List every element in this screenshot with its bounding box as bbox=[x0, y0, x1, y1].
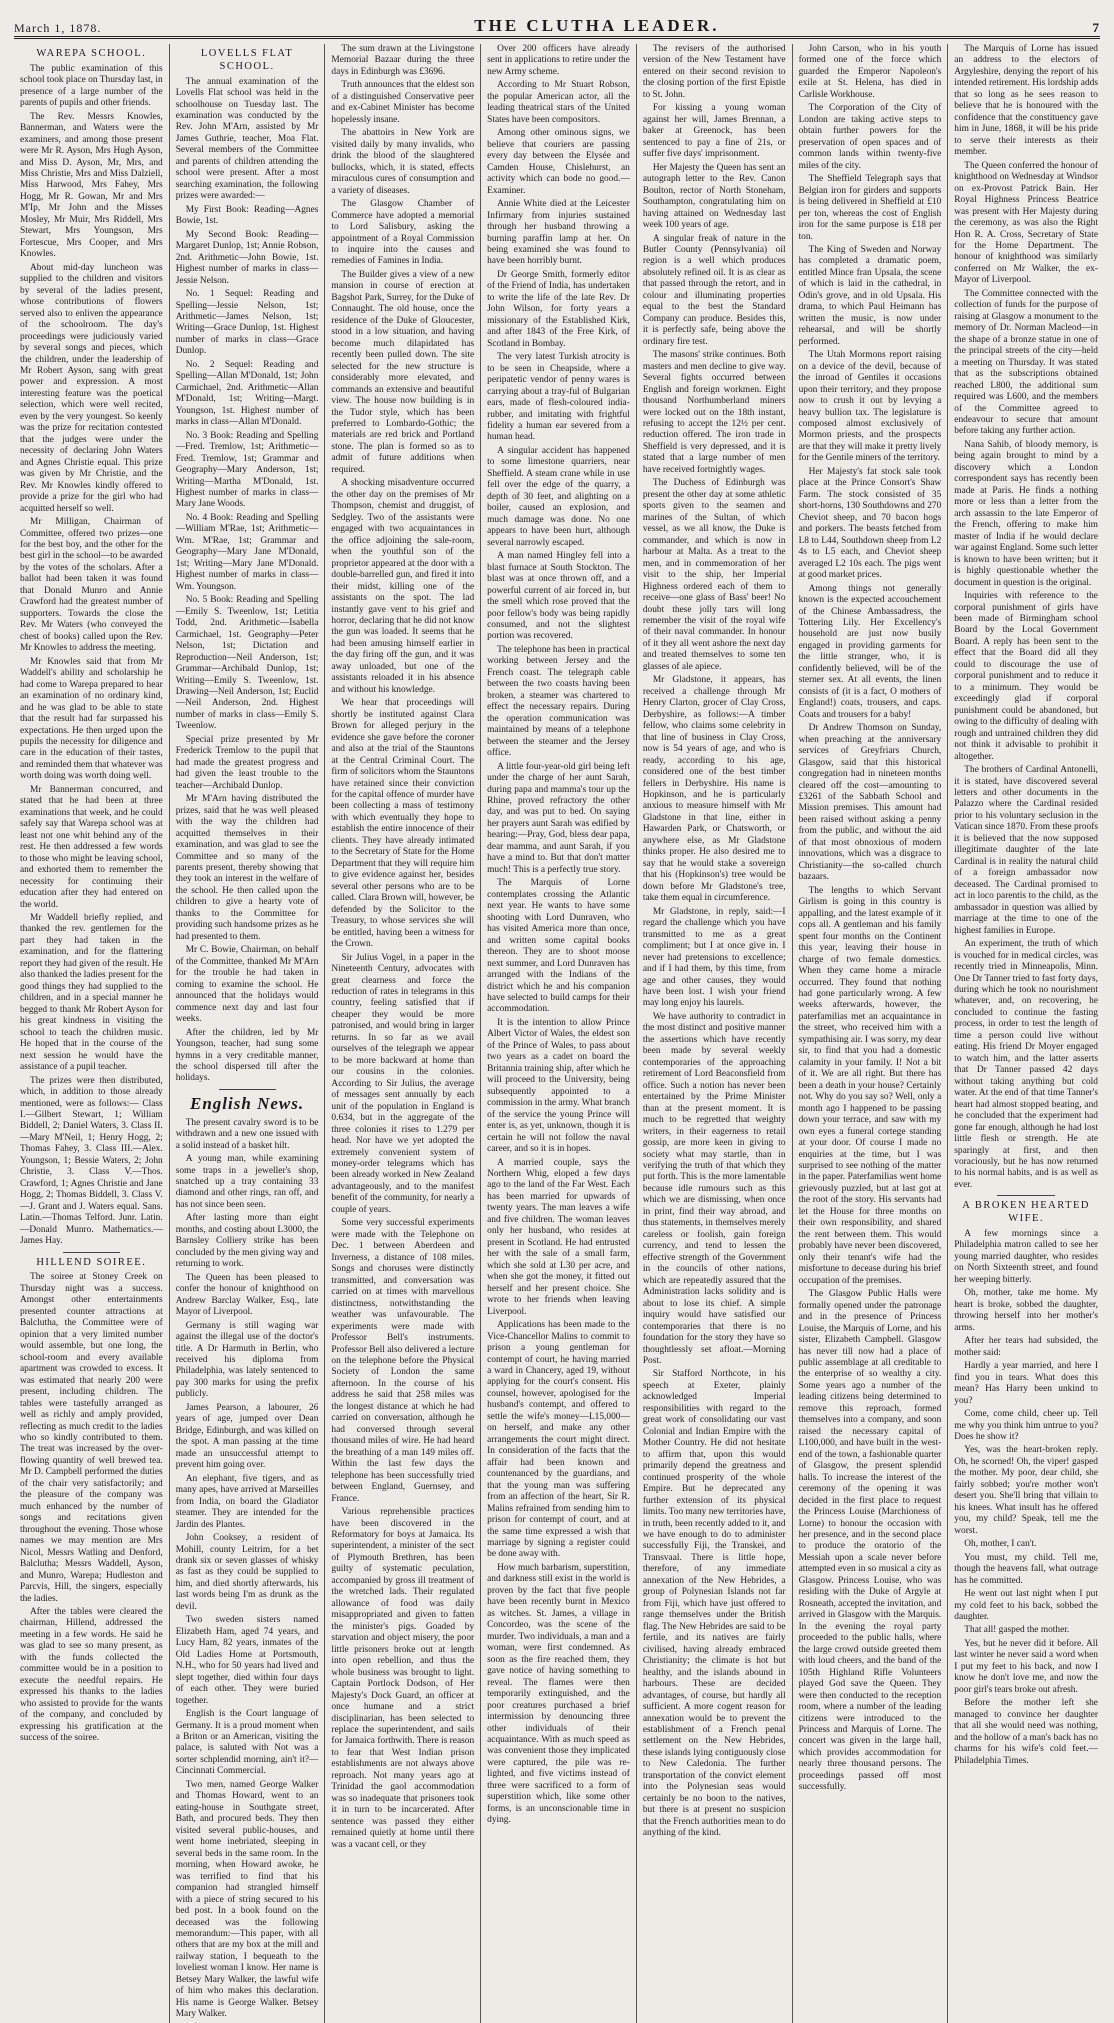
column-3 bbox=[325, 44, 481, 2023]
article-paragraph: John Cooksey, a resident of Mohill, county Leitrim, for a bet drank six or seven glasses of whisky as fast as they could be supplied to him, and died shortly afterwards, his last words being I'm as drunk as the devil. bbox=[175, 1533, 319, 1612]
article-paragraph: The Sheffield Telegraph says that Belgian iron for girders and supports is being delivered in Sheffield at £10 per ton, whereas the cost of English iron for the same purpose is £18 per ton. bbox=[798, 174, 942, 242]
article-paragraph: Two sweden sisters named Elizabeth Ham, aged 74 years, and Lucy Ham, 82 years, inmates of the Old Ladies Home at Portsmouth, N.H., who for 50 years had lived and slept together, died within four days of each other. They were buried together. bbox=[175, 1615, 319, 1706]
article-paragraph: The prizes were then distributed, which, in addition to those already mentioned, were as follows:— Class I.—Gilbert Stewart, 1; William Biddell, 2; Daniel Waters, 3. Class II.—Mary M'Neil, 1; Henry Hogg, 2; Thomas Fahey, 3. Class III.—Alex. Youngson, 1; Bessie Waters, 2; John Christie, 3. Class V.—Thos. Crawford, 1; Agnes Christie and Jane Hogg, 2; Thomas Biddell, 3. Class V.—J. Grant and J. Waters equal. Sans. Latin.—Thomas Telford. Junr. Latin.—Donald Munro. Mathematics.—James Hay. bbox=[20, 1075, 163, 1247]
article-paragraph: An elephant, five tigers, and as many apes, have arrived at Marseilles from India, on board the Gladiator steamer. They are intended for the Jardin des Plantes. bbox=[175, 1473, 319, 1530]
article-paragraph: Applications has been made to the Vice-Chancellor Malins to commit to prison a young gentleman for contempt of court, he having married a ward in Chancery, aged 19, without applying for the court's consent. His counsel, however, apologised for the husband's contempt, and offered to settle the wife's money—L15,000—on herself, and make any other arrangements the court might direct. In consideration of the facts that the affair had been known and countenanced by the guardians, and that the young man was suffering from an affection of the heart, Sir R. Malins refrained from sending him to prison for contempt of court, and at the same time expressed a wish that marriage by signing a register could be done away with. bbox=[487, 1320, 630, 1560]
article-paragraph: The King of Sweden and Norway has completed a dramatic poem, entitled Mince fran Upsala, the scene of which is laid in the cathedral, in Odin's grove, and in old Upsala. His drama, to which Paul Heimann has written the music, is now under rehearsal, and will be shortly performed. bbox=[798, 244, 942, 347]
article-paragraph: After the tables were cleared the chairman, Hillend, addressed the meeting in a few words. He said he was glad to see so many present, as with the funds collected the committee would be in a position to execute the needful repairs. He expressed his thanks to the ladies who assisted to provide for the wants of the company, and concluded by expressing his gratification at the success of the soiree. bbox=[20, 1607, 163, 1744]
article-paragraph: The annual examination of the Lovells Flat school was held in the schoolhouse on Tuesday last. The examination was conducted by the Rev. John M'Arn, assisted by Mr James Guthrie, teacher, Moa Flat. Several members of the Committee and parents of children attending the school were present. After a most searching examination, the following prizes were awarded:— bbox=[175, 76, 319, 202]
article-paragraph: Mr Milligan, Chairman of Committee, offered two prizes—one for the best boy, and the other for the best girl in the school—to be awarded by the votes of the scholars. After a ballot had been taken it was found that Donald Munro and Annie Crawford had the greatest number of supporters. Towards the close the Rev. Mr Waters (who conveyed the chest of books) called upon the Rev. Mr Knowles to address the meeting. bbox=[20, 517, 163, 654]
article-paragraph: For kissing a young woman against her will, James Brennan, a baker at Greenock, has been sentenced to pay a fine of 21s, or suffer five days' imprisonment. bbox=[642, 103, 786, 160]
article-paragraph: Nana Sahib, of bloody memory, is being again brought to mind by a discovery which a London correspondent says has recently been made at Paris. He finds a nothing more or less than a letter from the arch assassin to the late Emperor of the French, offering to make him master of India if he would declare war against England. Some such letter is known to have been written; but it is highly questionable whether the document in question is the original. bbox=[954, 439, 1098, 588]
article-paragraph: Mr M'Arn having distributed the prizes, said that he was well pleased with the way the children had acquitted themselves in their examination, and was glad to see the Committee and so many of the parents present, thereby showing that they took an interest in the welfare of the school. He then called upon the children to give a hearty vote of thanks to the Committee for providing such handsome prizes as he had presented to them. bbox=[175, 794, 319, 942]
article-paragraph: After her tears had subsided, the mother said: bbox=[954, 1336, 1098, 1358]
article-paragraph: James Pearson, a labourer, 26 years of age, jumped over Dean Bridge, Edinburgh, and was killed on the spot. A man passing at the time made an unsuccessful attempt to prevent him going over. bbox=[175, 1402, 319, 1471]
article-paragraph: A little four-year-old girl being left under the charge of her aunt Sarah, during papa and mamma's tour up the Rhine, proved refractory the other day, and was put to bed. On saying her prayers aunt Sarah was edified by hearing:—Pray, God, bless dear papa, dear mamma, and aunt Sarah, if you have a mind to. But that don't matter much! This is a perfectly true story. bbox=[487, 761, 630, 875]
article-paragraph: Hardly a year married, and here I find you in tears. What does this mean? Has Harry been unkind to you? bbox=[954, 1361, 1098, 1406]
article-paragraph: The Glasgow Chamber of Commerce have adopted a memorial to Lord Salisbury, asking the appointment of a Royal Commission to inquire into the causes and remedies of Famines in India. bbox=[331, 199, 475, 267]
article-paragraph: English is the Court language of Germany. It is a proud moment when a Briton or an American, visiting the palace, is saluted with Not was a sorter schplendid morning, ain't it?—Cincinnati Commercial. bbox=[175, 1709, 319, 1777]
article-paragraph: The Marquis of Lorne has issued an address to the electors of Argyleshire, denying the report of his intended retirement. His lordship adds that so long as he sees reason to believe that he is honoured with the confidence that the constituency gave him in June, 1868, it will be his pride to serve their interests as their member. bbox=[954, 44, 1098, 158]
masthead bbox=[14, 14, 1100, 39]
column-4 bbox=[481, 44, 637, 2023]
article-paragraph: Her Majesty's fat stock sale took place at the Prince Consort's Shaw Farm. The stock consisted of 35 short-horns, 130 Southdowns and 270 Cheviot sheep, and 70 bacon hogs and porkers. The beasts fetched from L8 to L44, Southdown sheep from L2 4s to L5 each, and Cheviot sheep averaged L2 10s each. The pigs went at good market prices. bbox=[798, 466, 942, 581]
newspaper-title: THE CLUTHA LEADER. bbox=[474, 16, 720, 35]
article-paragraph: Mr Waddell briefly replied, and thanked the rev. gentlemen for the part they had taken in the examination, and for the flattering report they had given of the result. He also thanked the ladies present for the good things they had supplied to the children, and in a special manner he begged to thank Mr Robert Ayson for his great kindness in visiting the school to teach the children music. He hoped that in the course of the next session he would have the assistance of a pupil teacher. bbox=[20, 913, 163, 1073]
article-paragraph: How much barbarism, superstition, and darkness still exist in the world is proven by the fact that five people have been recently burnt in Mexico as witches. St. James, a village in Concordeo, was the scene of the murder. Two individuals, a man and a woman, were first condemned. As soon as the fire reached them, they gave notice of having something to reveal. The flames were then temporarily extinguished, and the poor creatures purchased a brief intermission by denouncing three other individuals of their acquaintance. With as much speed as was convenient those they implicated were captured, the pile was re-lighted, and five victims instead of three were sacrificed to a form of superstition which, like some other forms, is an unconscionable time in dying. bbox=[487, 1562, 630, 1826]
article-paragraph: The Committee connected with the collection of funds for the purpose of raising at Glasgow a monument to the memory of Dr. Norman Macleod—in the shape of a bronze statue in one of the principal streets of the city—held a meeting on Thursday. It was stated that as the subscriptions obtained reached L800, the additional sum required was L600, and the members of the Committee agreed to endeavour to secure that amount before taking any further action. bbox=[954, 288, 1098, 437]
article-paragraph: He went out last night when I put my cold feet to his back, sobbed the daughter. bbox=[954, 1589, 1098, 1622]
article-paragraph: Mr Gladstone, it appears, has received a challenge through Mr Henry Clarton, grocer of Clay Cross, Derbyshire, as follows:—A timber fellow, who claims some celebrity in that line of business in Clay Cross, now is 54 years of age, and who is ready, according to his age, considered one of the best timber fellers in Derbyshire. His name is Hopkinson, and he is particularly anxious to measure himself with Mr Gladstone in that line, either in Hawarden Park, or Chatsworth, or anywhere else, as Mr Gladstone thinks proper. He also desired me to say that he would stake a sovereign that his (Hopkinson's) tree would be down before Mr Gladstone's tree, take them equal in circumference. bbox=[642, 675, 786, 904]
section-rule bbox=[997, 1195, 1054, 1196]
article-paragraph: The Rev. Messrs Knowles, Bannerman, and Waters were the examiners, and among those present were Mr R. Ayson, Mrs Hugh Ayson, and Miss D. Ayson, Mr, Mrs, and Miss Christie, Mrs and Miss Dalziell, Miss Harwood, Mrs Fahey, Mrs Hogg, Mr R. Gowan, Mr and Mrs M'Ip, Mr John and the Misses Mosley, Mr Muir, Mrs Riddell, Mrs Stewart, Mrs Youngson, Mrs Fortescue, Mrs Cooper, and Mrs Knowles. bbox=[20, 111, 163, 260]
article-paragraph: The masons' strike continues. Both masters and men decline to give way. Several fights occurred between English and foreign workmen. Eight thousand Northumberland miners were locked out on the 18th instant, refusing to accept the 12½ per cent. reduction offered. The iron trade in Sheffield is very depressed, and it is stated that a large number of men have received fortnightly wages. bbox=[642, 350, 786, 475]
article-paragraph: The brothers of Cardinal Antonelli, it is stated, have discovered several letters and other documents in the Palazzo where the Cardinal resided prior to his voluntary seclusion in the Vatican since 1870. From these proofs it is believed that the now supposed illegitimate daughter of the late Cardinal is in reality the natural child of a foreign ambassador now deceased. The Cardinal promised to act in loco parentis to the child, as the ambassador in question was allied by marriage at the time to one of the highest families in Europe. bbox=[954, 765, 1098, 936]
article-paragraph: A few mornings since a Philadelphia matron called to see her young married daughter, who resides on North Sixteenth street, and found her weeping bitterly. bbox=[954, 1229, 1098, 1285]
article-paragraph: A married couple, says the Northern Whig, eloped a few days ago to the land of the Far West. Each has been married for upwards of twenty years. The man leaves a wife and five children. The woman leaves only her husband, who resides at present in Scotland. He had entrusted her with the sale of a small farm, which she sold at L30 per acre, and when she got the money, it fitted out herself and her present choice. She wrote to her friends when leaving Liverpool. bbox=[487, 1157, 630, 1317]
article-paragraph: No. 1 Sequel: Reading and Spelling—Jessie Nelson, 1st; Arithmetic—James Nelson, 1st; Writing—Grace Dunlop, 1st. Highest number of marks in class—Grace Dunlop. bbox=[175, 289, 319, 357]
column-6 bbox=[793, 44, 949, 2023]
article-paragraph: According to Mr Stuart Robson, the popular American actor, all the leading theatrical stars of the United States have been compositors. bbox=[487, 80, 630, 125]
article-paragraph: The revisers of the authorised version of the New Testament have entered on their second revision to the closing portion of the first Epistle to St. John. bbox=[642, 44, 786, 100]
article-paragraph: It is the intention to allow Prince Albert Victor of Wales, the eldest son of the Prince of Wales, to pass about two years as a cadet on board the Britannia training ship, after which he will proceed to the University, being subsequently appointed to a commission in the army. What branch of the service the young Prince will enter is, as yet, unknown, though it is certain he will not follow the naval career, and so it is in hopes. bbox=[487, 1017, 630, 1155]
article-paragraph: We hear that proceedings will shortly be instituted against Clara Brown for alleged perjury in the evidence she gave before the coroner and also at the trial of the Stauntons at the Central Criminal Court. The firm of solicitors whom the Stauntons have retained since their conviction for the capital offence of murder have been collecting a mass of testimony with which eventually they hope to establish the entire innocence of their clients. They have already intimated to the Secretary of State for the Home Department that they will require him to give evidence against her, besides several other persons who are to be called. Clara Brown will, however, be defended by the Solicitor to the Treasury, to whose services she will be entitled, having been a witness for the Crown. bbox=[331, 698, 475, 950]
columns bbox=[14, 44, 1104, 2020]
article-paragraph: Yes, but he never did it before. All last winter he never said a word when I put my feet to his back, and now I know he don't love me, and now the poor girl's tears broke out afresh. bbox=[954, 1638, 1098, 1695]
article-paragraph: No. 2 Sequel: Reading and Spelling—Allan M'Donald, 1st; John Carmichael, 2nd. Arithmetic—Allan M'Donald, 1st; Writing—Margt. Youngson, 1st. Highest number of marks in class—Allan M'Donald. bbox=[175, 359, 319, 428]
article-paragraph: The present cavalry sword is to be withdrawn and a new one issued with a solid instead of a basket hilt. bbox=[175, 1117, 319, 1151]
article-paragraph: The abattoirs in New York are visited daily by many invalids, who drink the blood of the slaughtered bullocks, which, it is stated, effects miraculous cures of consumption and a variety of diseases. bbox=[331, 128, 475, 196]
article-paragraph: A singular freak of nature in the Butler County (Pennsylvania) oil region is a well which produces absolutely refined oil. It is as clear as that passed through the retort, and in colour and illuminating properties equal to the best the Standard Company can produce. Besides this, it is perfectly safe, being above the ordinary fire test. bbox=[642, 233, 786, 347]
article-paragraph: Dr George Smith, formerly editor of the Friend of India, has undertaken to write the life of the late Rev. Dr John Wilson, for forty years a missionary of the Established Kirk, and after 1843 of the Free Kirk, of Scotland in Bombay. bbox=[487, 269, 630, 349]
article-paragraph: A young man, while examining some traps in a jeweller's shop, snatched up a tray containing 33 diamond and other rings, ran off, and has not since been seen. bbox=[175, 1154, 319, 1210]
article-paragraph: Inquiries with reference to the corporal punishment of girls have been made of Birmingham school Board by the Local Government Board. A reply has been sent to the effect that the Board did all they could to discourage the use of corporal punishment and to reduce it to a minimum. They would be exceedingly glad if corporal punishment could be abandoned, but owing to the difficulty of dealing with rough and untrained children they did not think it advisable to prohibit it altogether. bbox=[954, 591, 1098, 762]
article-paragraph: After lasting more than eight months, and costing about L3000, the Barnsley Colliery strike has been concluded by the men giving way and returning to work. bbox=[175, 1213, 319, 1270]
article-paragraph: We have authority to contradict in the most distinct and positive manner the assertions which have recently been made by several weekly contemporaries of the approaching retirement of Lord Beaconsfield from office. Such a notion has never been entertained by the Prime Minister than at the present moment. It is much to be regretted that weighty writers, in their eagerness to retail gossip, are more keen in giving to society what may startle, than in verifying the truth of that which they put forth. This is the more lamentable because idle rumours such as this which we are dismissing, when once in print, find their way abroad, and thus statements, in themselves merely careless or foolish, gain foreign currency, and tend to lessen the effective strength of the Government in the councils of other nations, which are repeatedly assured that the Administration lacks solidity and is about to lose its chief. A simple inquiry would have satisfied our contemporaries that there is no foundation for the story they have so thoughtlessly set afloat.—Morning Post. bbox=[642, 1011, 786, 1366]
article-paragraph: Sir Julius Vogel, in a paper in the Nineteenth Century, advocates with great clearness and force the reduction of rates in telegrams in this country, feeling satisfied that if cheaper they would be more patronised, and would bring in larger returns. In so far as we avail ourselves of the telegraph we appear to be more backward at home than our cousins in the colonies. According to Sir Julius, the average of messages sent annually by each unit of the population in England is 0.634, but in the aggregate of the three colonies it rises to 1.279 per head. Nor have we yet adopted the extremely convenient system of money-order telegrams which has been already worked in New Zealand advantageously, and to the manifest benefit of the community, for nearly a couple of years. bbox=[331, 952, 475, 1215]
article-paragraph: The Builder gives a view of a new mansion in course of erection at Bagshot Park, Surrey, for the Duke of Connaught. The old house, once the residence of the Duke of Gloucester, stood in a low situation, and having become much dilapidated has recently been pulled down. The site selected for the new structure is considerably more elevated, and commands an extensive and beautiful view. The house now building is in the Tudor style, which has been preferred to Lombardo-Gothic; the materials are red brick and Portland stone. The plan is formed so as to admit of future additions when required. bbox=[331, 269, 475, 475]
article-paragraph: Her Majesty the Queen has sent an autograph letter to the Rev. Canon Boulton, rector of North Stoneham, Southampton, congratulating him on having attained on Wednesday last week 100 years of age. bbox=[642, 162, 786, 231]
article-paragraph: The Duchess of Edinburgh was present the other day at some athletic sports given to the seamen and marines of the Sultan, of which vessel, as we all know, the Duke is commander, and which is now in harbour at Malta. As a treat to the men, and in commemoration of her visit to the ship, her Imperial Highness ordered each of them to receive—one glass of Bass' beer! No doubt these jolly tars will long remember the visit of the royal wife of their naval commander. In honour of it they all went ashore the next day and treated themselves to some ten glasses of ale apiece. bbox=[642, 478, 786, 672]
article-paragraph: Among other ominous signs, we believe that couriers are passing every day between the Elysée and Camden House, Chislehurst, an activity which can bode no good.—Examiner. bbox=[487, 128, 630, 196]
article-paragraph: The soiree at Stoney Creek on Thursday night was a success. Amongst other entertainments presented counter attractions at Balclutha, the Committee were of opinion that a very limited number would assemble, but one long, the school-room and every available apartment was crowded to excess. It was estimated that nearly 200 were present, including children. The tables were tastefully arranged as well as richly and amply provided, reflecting as much credit to the ladies who so kindly contributed to them. The treat was increased by the over-flowing quantity of well brewed tea. Mr D. Campbell performed the duties of the chair very satisfactorily; and the pleasure of the company was much enhanced by the number of songs and recitations given throughout the evening. Those whose names we may mention are Mrs Nicol, Messrs Watling and Denford, Balclutha; Messrs Waddell, Ayson, and Munro, Warepa; Hudleston and Parcvis, Hill, the singers, especially the ladies. bbox=[20, 1272, 163, 1604]
article-paragraph: A shocking misadventure occurred the other day on the premises of Mr Thompson, chemist and druggist, of Sedgley. Two of the assistants were engaged with two acquaintances in the office adjoining the sale-room, when the youthful son of the proprietor appeared at the door with a double-barrelled gun, and fired it into their midst, killing one of the assistants on the spot. The lad instantly gave vent to his grief and horror, declaring that he did not know the gun was loaded. It seems that he had been amusing himself earlier in the day firing off the gun, and it was away unloaded, but one of the assistants reloaded it in his absence and without his knowledge. bbox=[331, 478, 475, 695]
article-paragraph: Before the mother left she managed to convince her daughter that all she would need was nothing, and the hollow of a man's back has no charms for his wife's cold feet.—Philadelphia Times. bbox=[954, 1698, 1098, 1766]
article-heading: LOVELLS FLAT SCHOOL. bbox=[200, 48, 294, 72]
article-paragraph: Sir Stafford Northcote, in his speech at Exeter, plainly acknowledged Imperial responsibilities with regard to the great work of consolidating our vast Colonial and Indian Empire with the Mother Country. He did not hesitate to affirm that, upon this would primarily depend the greatness and continued prosperity of the whole Empire. But he deprecated any further extension of its physical limits. Too many new territories have, in truth, been recently added to it, and we have enough to do to administer successfully Fiji, the Transkei, and Transvaal. There is little hope, therefore, of any immediate annexation of the New Hebrides, a group of Polynesian Islands not far from Fiji, which have just offered to range themselves under the British flag. The New Hebrides are said to be fertile, and its natives are fairly civilised, having already embraced Christianity; the climate is hot but healthy, and the islands abound in harbours. These are decided advantages, of course, but hardly all sufficient. A more cogent reason for annexation would be to prevent the establishment of a French penal settlement on the New Hebrides, these islands lying contiguously close to New Caledonia. The further transportation of the convict element into the Polynesian seas would certainly be no boon to the natives, but there is at present no suspicion that the French authorities mean to do anything of the kind. bbox=[642, 1369, 786, 1839]
article-paragraph: The Queen conferred the honour of knighthood on Wednesday at Windsor on ex-Provost Patrick Bain. Her Royal Highness Princess Beatrice was present with Her Majesty during the ceremony, as was also the Right Hon R. A. Cross, Secretary of State for the Home Department. The honour of knighthood was similarly conferred on Mr Walker, the ex-Mayor of Liverpool. bbox=[954, 160, 1098, 286]
column-5 bbox=[637, 44, 793, 2023]
article-paragraph: The lengths to which Servant Girlism is going in this country is appalling, and the latest example of it cops all. A gentleman and his family spent four months on the Continent this year, leaving their house in charge of two female domestics. When they came home a miracle occurred. They found that nothing had gone particularly wrong. A few weeks afterwards, however, the paterfamilias met an acquaintance in the street, who received him with a sympathising air. I was sorry, my dear sir, to find that you had a domestic calamity in your family. I! Not a bit of it. We are all right. But there has been a death in your house? Certainly not. Why do you say so? Well, only a month ago I happened to be passing down your terrace, and saw with my own eyes a funeral cortege standing at your door. Of course I made no enquiries at the time, but I was surprised to see nothing of the matter in the paper. Paterfamilias went home grievously puzzled, but at last got at the root of the story. His servants had let the House for three months on their own responsibility, and shared the rent between them. This would probably have never been discovered, only their tenant's wife had the misfortune to decease during his brief occupation of the premises. bbox=[798, 885, 942, 1286]
article-paragraph: Truth announces that the eldest son of a distinguished Conservative peer and ex-Cabinet Minister has become hopelessly insane. bbox=[331, 80, 475, 125]
article-paragraph: Oh, mother, take me home. My heart is broke, sobbed the daughter, throwing herself into her mother's arms. bbox=[954, 1288, 1098, 1333]
article-paragraph: No. 5 Book: Reading and Spelling—Emily S. Tweenlow, 1st; Letitia Todd, 2nd. Arithmetic—Isabella Carmichael, 1st. Geography—Peter Nelson, 1st; Dictation and Reproduction—Neil Anderson, 1st; Grammar—Archibald Dunlop, 1st; Writing—Emily S. Tweenlow, 1st. Drawing—Neil Anderson, 1st; Euclid—Neil Anderson, 2nd. Highest number of marks in class—Emily S. Tweenlow. bbox=[175, 595, 319, 732]
article-paragraph: John Carson, who in his youth formed one of the force which guarded the Emperor Napoleon's exile at St. Helena, has died in Carlisle Workhouse. bbox=[798, 44, 942, 100]
article-paragraph: Mr Knowles said that from Mr Waddell's ability and scholarship he had come to Warepa prepared to hear an examination of no ordinary kind, and he was glad to be able to state that the result had far surpassed his expectations. He then urged upon the pupils the necessity for diligence and care in the education of their tastes, and reminded them that whatever was worth doing was worth doing well. bbox=[20, 656, 163, 782]
article-paragraph: No. 3 Book: Reading and Spelling—Fred. Tremlow, 1st; Arithmetic—Fred. Tremlow, 1st; Grammar and Geography—Mary Anderson, 1st; Writing—Martha M'Donald, 1st. Highest number of marks in class—Mary Jane Woods. bbox=[175, 430, 319, 510]
article-paragraph: Two men, named George Walker and Thomas Howard, went to an eating-house in Southgate street, Bath, and procured beds. They then visited several public-houses, and went home inebriated, sleeping in several beds in the same room. In the morning, when Howard awoke, he was terrified to find that his companion had strangled himself with a piece of string secured to his bed post. In a book found on the deceased was the following memorandum:—This paper, with all others that are my box at the mill and railway station, I bequeath to the loveliest woman I know. Her name is Betsey Mary Walker, the lawful wife of him who makes this declaration. His name is George Walker. Betsey Mary Walker. bbox=[175, 1779, 319, 2020]
section-rule bbox=[219, 1089, 276, 1090]
article-paragraph: Some very successful experiments were made with the Telephone on Dec. 1 between Aberdeen and Inverness, a distance of 108 miles. Songs and choruses were distinctly transmitted, and conversation was carried on at times with marvellous distinctness, notwithstanding the weather was unfavourable. The experiments were made with Professor Bell's instruments. Professor Bell also delivered a lecture on the telephone before the Physical Society of London the same afternoon. In the course of his address he said that 258 miles was the longest distance at which he had carried on conversation, although he had conversed through several thousand miles of wire. He had heard the breathing of a man 149 miles off. Within the last few days the telephone has been successfully tried between England, Guernsey, and France. bbox=[331, 1218, 475, 1504]
article-paragraph: The public examination of this school took place on Thursday last, in presence of a large number of the parents of pupils and other friends. bbox=[20, 63, 163, 109]
article-paragraph: The Corporation of the City of London are taking active steps to obtain further powers for the preservation of open spaces and of common lands within twenty-five miles of the city. bbox=[798, 103, 942, 171]
article-paragraph: A singular accident has happened to some limestone quarriers, near Sheffield. A steam crane while in use fell over the edge of the quarry, a depth of 30 feet, and alighting on a boiler, caused an explosion, and much damage was done. No one appears to have been hurt, although several narrowly escaped. bbox=[487, 445, 630, 548]
article-paragraph: You must, my child. Tell me, though the heavens fall, what outrage has he committed. bbox=[954, 1552, 1098, 1586]
article-paragraph: Dr Andrew Thomson on Sunday, when preaching at the anniversary services of Greyfriars Church, Glasgow, said that this historical congregation had in nineteen months cleared off the cost—amounting to £3261 of the Sabbath School and Mission premises. This amount had been raised without asking a penny from the public, and without the aid of that most obnoxious of modern innovations, which was a disgrace to Christianity—the so-called church bazaars. bbox=[798, 723, 942, 883]
article-paragraph: The Glasgow Public Halls were formally opened under the patronage and in the presence of Princess Louise, the Marquis of Lorne, and his sister, Elizabeth Campbell. Glasgow has never till now had a place of public assemblage at all creditable to the enterprise of so wealthy a city. Some years ago a number of the leading citizens being determined to remove this reproach, formed themselves into a company, and soon raised the necessary capital of L100,000, and have built in the west-end of the town, a fashionable quarter of Glasgow, the present splendid halls. To increase the interest of the ceremony of the opening it was decided in the first place to request the Princess Louise (Marchioness of Lorne) to honour the occasion with her presence, and in the second place to produce the oratorio of the Messiah upon a scale never before attempted even in so musical a city as Glasgow. Princess Louise, who was residing with the Duke of Argyle at Rosneath, accepted the invitation, and arrived in Glasgow with the Marquis. In the evening the royal party proceeded to the public halls, where the large crowd outside greeted them with loud cheers, and the band of the 105th Highland Rifle Volunteers played God save the Queen. They were then conducted to the reception room, where a number of the leading citizens were introduced to the Princess and Marquis of Lorne. The concert was given in the large hall, which provides accommodation for nearly three thousand persons. The proceedings passed off most successfully. bbox=[798, 1289, 942, 1793]
article-paragraph: Oh, mother, I can't. bbox=[964, 1539, 1037, 1550]
article-paragraph: No. 4 Book: Reading and Spelling—William M'Rae, 1st; Arithmetic—Wm. M'Rae, 1st; Grammar and Geography—Mary Jane M'Donald, 1st; Writing—Mary Jane M'Donald. Highest number of marks in class—Wm. Youngson. bbox=[175, 512, 319, 592]
article-heading: WAREPA SCHOOL. bbox=[36, 48, 147, 59]
section-rule bbox=[63, 1252, 120, 1253]
article-paragraph: My Second Book: Reading—Margaret Dunlop, 1st; Annie Robson, 2nd. Arithmetic—John Bowie, 1st. Highest number of marks in class—Jessie Nelson. bbox=[175, 229, 319, 286]
article-paragraph: Come, come child, cheer up. Tell me why you think him untrue to you? Does he show it? bbox=[954, 1409, 1098, 1442]
article-heading: English News. bbox=[190, 1093, 305, 1113]
column-1 bbox=[14, 44, 170, 2023]
page-number: 7 bbox=[1092, 20, 1100, 35]
article-paragraph: That all! gasped the mother. bbox=[964, 1625, 1070, 1636]
article-paragraph: Among things not generally known is the expected accouchement of the Chinese Ambassadress, the Tottering Lily. Her Excellency's household are just now busily engaged in providing garments for the little stranger, who, it is confidently believed, will be of the sterner sex. At all events, the linen consists of (it is a fact, O mothers of England!) coats, trousers, and caps. Coats and trousers for a baby! bbox=[798, 583, 942, 720]
article-paragraph: Germany is still waging war against the illegal use of the doctor's title. A Dr Harmuth in Berlin, who received his diploma from Philadelphia, was lately sentenced to pay 300 marks for using the prefix publicly. bbox=[175, 1320, 319, 1400]
article-paragraph: Mr Gladstone, in reply, said:—I regard the challenge which you have transmitted to me as a great compliment; but I at once give in. I never had pretensions to excellence; and if I had them, by this time, from age and other causes, they would have been lost. I wish your friend may long enjoy his laurels. bbox=[642, 906, 786, 1009]
article-paragraph: Special prize presented by Mr Frederick Tremlow to the pupil that had made the greatest progress and had given the least trouble to the teacher—Archibald Dunlop. bbox=[175, 734, 319, 791]
article-paragraph: Yes, was the heart-broken reply. Oh, he scorned! Oh, the viper! gasped the mother. My poor, dear child, she fairly sobbed; you're mother won't desert you. She'll bring that villain to his knees. What insult has he offered you, my child? Speak, tell me the worst. bbox=[954, 1445, 1098, 1536]
article-paragraph: The sum drawn at the Livingstone Memorial Bazaar during the three days in Edinburgh was £3696. bbox=[331, 44, 475, 77]
column-7 bbox=[948, 44, 1104, 2023]
article-paragraph: My First Book: Reading—Agnes Bowie, 1st. bbox=[175, 204, 319, 227]
issue-date: March 1, 1878. bbox=[14, 21, 102, 35]
article-paragraph: Mr C. Bowie, Chairman, on behalf of the Committee, thanked Mr M'Arn for the trouble he had taken in coming to examine the school. He announced that the holidays would commence next day and last four weeks. bbox=[175, 945, 319, 1025]
article-paragraph: About mid-day luncheon was supplied to the children and visitors by several of the ladies present, whose contributions of flowers served also to enliven the appearance of the schoolroom. The day's proceedings were judiciously varied by several songs and pieces, which the children, under the leadership of Mr Robert Ayson, sang with great power and expression. A most interesting feature was the poetical selection, which were well recited, even by the very youngest. So keenly was the prize for recitation contested that the judges were under the necessity of declaring John Waters and Agnes Christie equal. This prize was given by Mr Christie, and the Rev. Mr Knowles kindly offered to provide a prize for the girl who had acquitted herself so well. bbox=[20, 262, 163, 514]
article-paragraph: The very latest Turkish atrocity is to be seen in Cheapside, where a peripatetic vendor of penny wares is carrying about a tray-ful of Bulgarian ears, made of flesh-coloured india-rubber, and imitating with frightful fidelity a human ear severed from a human head. bbox=[487, 352, 630, 443]
article-paragraph: Over 200 officers have already sent in applications to retire under the new Army scheme. bbox=[487, 44, 630, 77]
article-paragraph: The telephone has been in practical working between Jersey and the French coast. The telegraph cable between the two coasts having been broken, a steamer was chartered to effect the necessary repairs. During the operation communication was maintained by means of a telephone between the steamer and the Jersey office. bbox=[487, 644, 630, 759]
article-paragraph: A man named Hingley fell into a blast furnace at South Stockton. The blast was at once thrown off, and a powerful current of air forced in, but the smell which rose proved that the poor fellow's body was being rapidly consumed, and not the slightest portion was recovered. bbox=[487, 551, 630, 642]
article-paragraph: After the children, led by Mr Youngson, teacher, had sung some hymns in a very creditable manner, the school dispersed till after the holidays. bbox=[175, 1027, 319, 1084]
article-paragraph: Annie White died at the Leicester Infirmary from injuries sustained through her husband throwing a burning paraffin lamp at her. On being examined she was found to have been horribly burnt. bbox=[487, 199, 630, 267]
article-paragraph: The Marquis of Lorne contemplates crossing the Atlantic next year. He wants to have some shooting with Lord Dunraven, who has visited America more than once, and written some capital books thereon. They are to shoot moose next summer, and Lord Dunraven has arranged with the Indians of the district which he and his companion have selected to build camps for their accommodation. bbox=[487, 878, 630, 1015]
article-paragraph: Various reprehensible practices have been discovered in the Reformatory for boys at Jamaica. Its superintendent, a minister of the sect of Plymouth Brethren, has been guilty of systematic peculation, accompanied by gross ill treatment of the wretched lads. Their regulated allowance of food was daily misappropriated and given to fatten the minister's pigs. Goaded by starvation and object misery, the poor little prisoners broke out at length into open rebellion, and thus the whole business was brought to light. Captain Portlock Dodson, of Her Majesty's Dock Guard, an officer at once humane and a strict disciplinarian, has been selected to replace the superintendent, and sails for Jamaica forthwith. There is reason to fear that West Indian prison establishments are not always above reproach. Not many years ago at Trinidad the gaol accommodation was so inadequate that prisoners took it in turn to be incarcerated. After sentence was passed they either remained quietly at home until there was a vacant cell, or they bbox=[331, 1507, 475, 1850]
article-paragraph: An experiment, the truth of which is vouched for in medical circles, was recently tried in Minneapolis, Minn. One Dr Tanner tried to fast forty days, during which he took no nourishment whatever, and, on recovering, he concluded to continue the fasting process, in order to test the length of time a person could live without eating. His friend Dr Moyer engaged to watch him, and the latter asserts that Dr Tanner passed 42 days without taking anything but cold water. At the end of that time Tanner's heart had almost stopped beating, and he concluded that the experiment had gone far enough, although he had lost little flesh or strength. He ate sparingly at first, and then voraciously, but he has now returned to his normal habits, and is as well as ever. bbox=[954, 939, 1098, 1190]
article-heading: HILLEND SOIREE. bbox=[36, 1256, 147, 1268]
column-2 bbox=[170, 44, 326, 2023]
article-paragraph: The Queen has been pleased to confer the honour of knighthood on Andrew Barclay Walker, Esq., late Mayor of Liverpool. bbox=[175, 1272, 319, 1318]
article-heading: A BROKEN HEARTED WIFE. bbox=[962, 1200, 1091, 1225]
article-paragraph: The Utah Mormons report raising on a device of the devil, because of the inroad of Gentiles it occasions upon their territory, and they propose now to crush it out by levying a heavy bullion tax. The legislature is composed almost exclusively of Mormon priests, and the prospects are that they will make it pretty lively for the Gentile miners of the territory. bbox=[798, 350, 942, 464]
article-paragraph: Mr Bannerman concurred, and stated that he had been at three examinations that week, and he could safely say that Warepa school was at least not one whit behind any of the rest. He then addressed a few words to those who might be leaving school, and exhorted them to remember the necessity for continuing their education after they had entered on the world. bbox=[20, 784, 163, 910]
